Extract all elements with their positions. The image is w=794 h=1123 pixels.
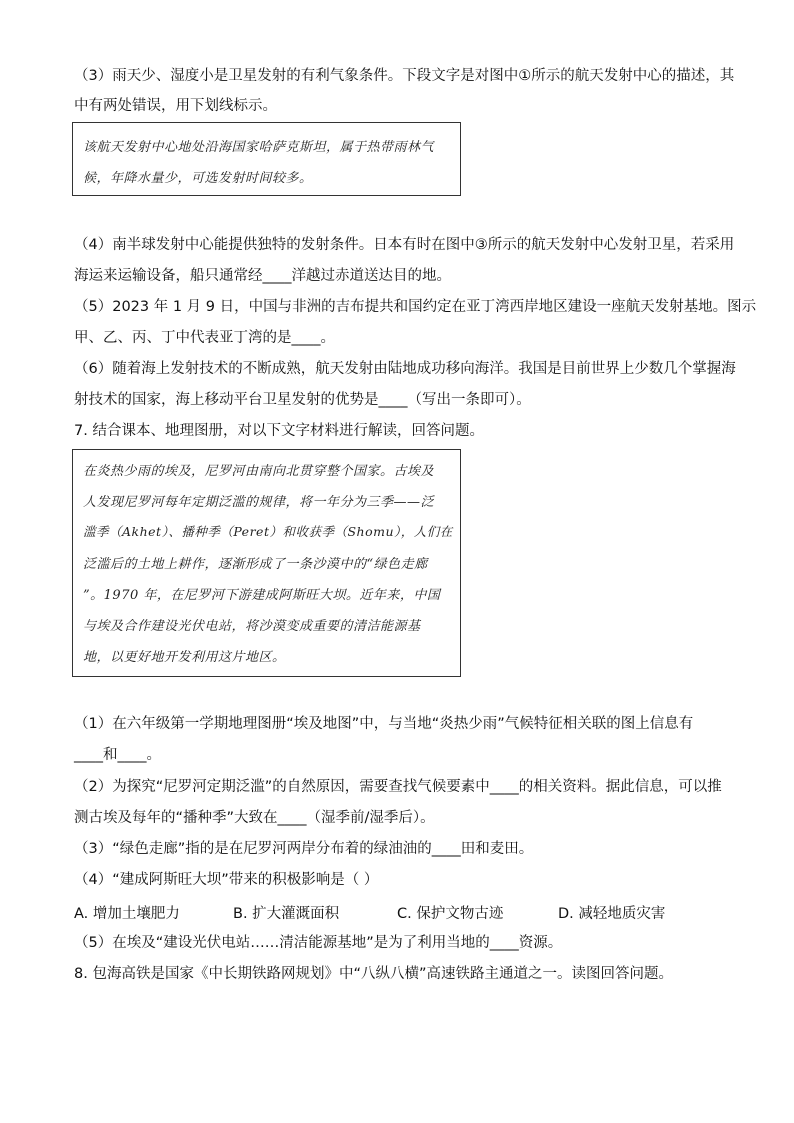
q7-option-d: D. 减轻地质灾害 [558,906,666,922]
q8-title: 8. 包海高铁是国家《中长期铁路网规划》中“八纵八横”高速铁路主通道之一。读图回答问题。 [74,966,673,982]
q7-option-a: A. 增加土壤肥力 [74,906,180,922]
q7-part2-line1: （2）为探究“尼罗河定期泛滥”的自然原因，需要查找气候要素中____的相关资料。据此信息，可以推 [74,779,722,795]
q6-part6-line2: 射技术的国家，海上移动平台卫星发射的优势是____（写出一条即可）。 [74,392,531,408]
q7-material-line: ”。1970 年，在尼罗河下游建成阿斯旺大坝。近年来，中国 [83,588,441,603]
q7-option-c: C. 保护文物古迹 [397,906,504,922]
q7-material-box [72,449,461,677]
q7-material-line: 地，以更好地开发利用这片地区。 [83,650,286,665]
q6-material-line1: 该航天发射中心地处沿海国家哈萨克斯坦，属于热带雨林气 [83,140,435,155]
q6-part5-line2: 甲、乙、丙、丁中代表亚丁湾的是____。 [74,330,335,346]
q7-material-line: 人发现尼罗河每年定期泛滥的规律，将一年分为三季——泛 [83,495,435,510]
q7-part3: （3）“绿色走廊”指的是在尼罗河两岸分布着的绿油油的____田和麦田。 [74,841,534,857]
q6-material-box [72,122,461,196]
q7-material-line: 泛滥后的土地上耕作，逐渐形成了一条沙漠中的“绿色走廊 [83,557,428,572]
q7-part2-line2: 测古埃及每年的“播种季”大致在____（湿季前/湿季后）。 [74,810,435,826]
q6-material-line2: 候，年降水量少，可选发射时间较多。 [83,171,313,186]
q7-material-line: 与埃及合作建设光伏电站，将沙漠变成重要的清洁能源基 [83,619,421,634]
q6-part3-line1: （3）雨天少、湿度小是卫星发射的有利气象条件。下段文字是对图中①所示的航天发射中心的描述，其 [74,68,735,84]
q7-part1-line2: ____和____。 [74,747,161,763]
q7-part4: （4）“建成阿斯旺大坝”带来的积极影响是（ ） [74,872,379,888]
q6-part5-line1: （5）2023 年 1 月 9 日，中国与非洲的吉布提共和国约定在亚丁湾西岸地区建设一座航天发射基地。图示 [74,299,757,315]
q7-part1-line1: （1）在六年级第一学期地理图册“埃及地图”中，与当地“炎热少雨”气候特征相关联的图上信息有 [74,716,694,732]
q6-part3-line2: 中有两处错误，用下划线标示。 [74,98,277,114]
q7-part5: （5）在埃及“建设光伏电站……清洁能源基地”是为了利用当地的____资源。 [74,935,563,951]
q6-part4-line2: 海运来运输设备，船只通常经____洋越过赤道送达目的地。 [74,268,451,284]
q6-part4-line1: （4）南半球发射中心能提供独特的发射条件。日本有时在图中③所示的航天发射中心发射卫星，若采用 [74,237,735,253]
q7-material-line: 在炎热少雨的埃及，尼罗河由南向北贯穿整个国家。古埃及 [83,464,435,479]
q7-option-b: B. 扩大灌溉面积 [233,906,340,922]
q7-title: 7. 结合课本、地理图册，对以下文字材料进行解读，回答问题。 [74,423,484,439]
q7-material-line: 滥季（Akhet）、播种季（Peret）和收获季（Shomu），人们在 [83,524,453,539]
q6-part6-line1: （6）随着海上发射技术的不断成熟，航天发射由陆地成功移向海洋。我国是目前世界上少数几个掌握海 [74,361,736,377]
